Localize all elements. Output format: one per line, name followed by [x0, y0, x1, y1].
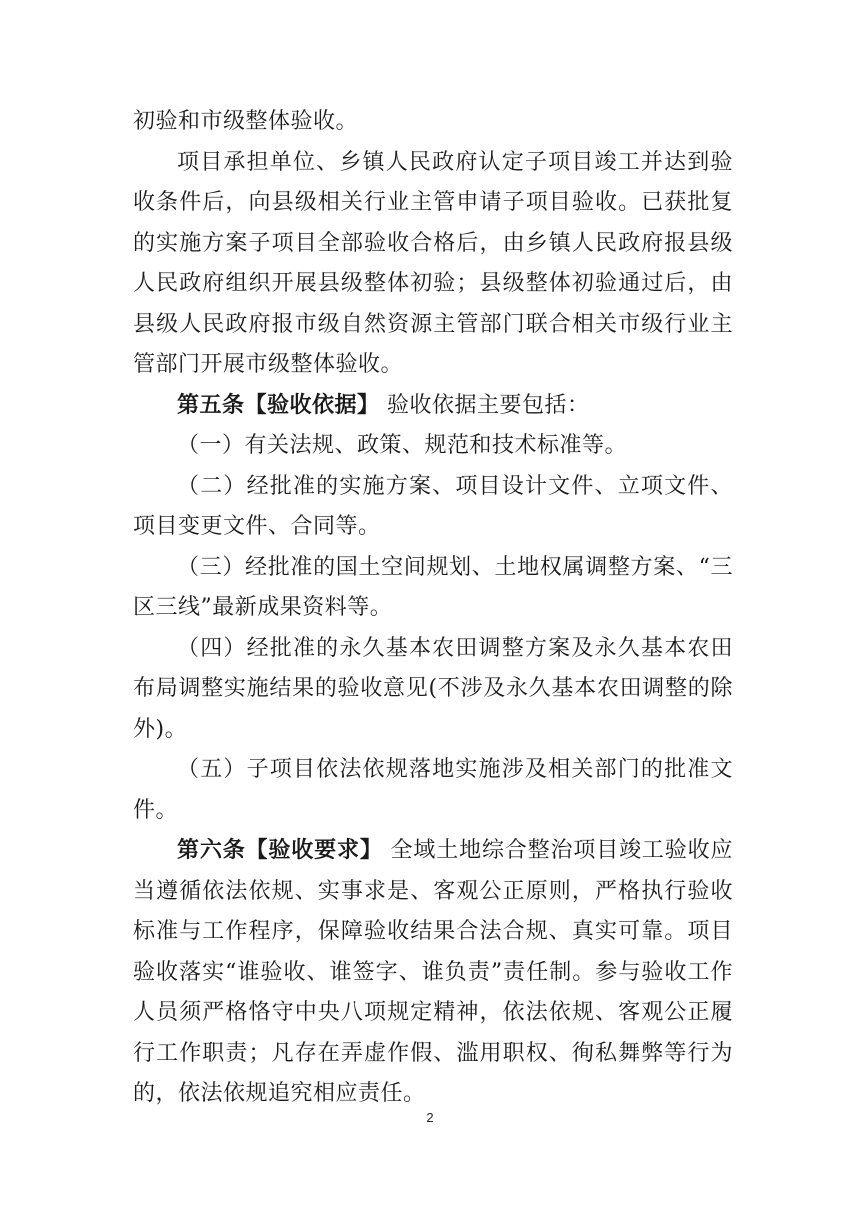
list-item-5: （五）子项目依法依规落地实施涉及相关部门的批准文件。	[133, 757, 733, 823]
document-body	[133, 102, 733, 1115]
list-item-2: （二）经批准的实施方案、项目设计文件、立项文件、项目变更文件、合同等。	[133, 473, 733, 539]
list-item-1: （一）有关法规、政策、规范和技术标准等。	[177, 433, 628, 458]
article-6-paragraph	[133, 831, 733, 1115]
article-6-heading: 第六条【验收要求】	[177, 838, 383, 863]
article-6-text: 全域土地综合整治项目竣工验收应当遵循依法依规、实事求是、客观公正原则，严格执行验收标准与工作程序，保障验收结果合法合规、真实可靠。项目验收落实“谁验收、谁签字、谁负责”责任制。参与验收工作人员须严格恪守中央八项规定精神，依法依规、客观公正履行工作职责；凡存在弄虚作假、滥用职权、徇私舞弊等行为的，依法依规追究相应责任。	[133, 838, 733, 1106]
article-5-text: 验收依据主要包括：	[387, 392, 590, 418]
list-item-3: （三）经批准的国土空间规划、土地权属调整方案、“三区三线”最新成果资料等。	[133, 554, 733, 620]
article-5-heading: 第五条【验收依据】	[177, 392, 380, 418]
paragraph-continuation: 初验和市级整体验收。	[133, 109, 359, 134]
list-item-4: （四）经批准的永久基本农田调整方案及永久基本农田布局调整实施结果的验收意见(不涉及永久基本农田调整的除外)。	[133, 635, 733, 742]
article-5-paragraph	[133, 386, 733, 427]
page-number: 2	[426, 1110, 434, 1125]
paragraph-acceptance-procedure: 项目承担单位、乡镇人民政府认定子项目竣工并达到验收条件后，向县级相关行业主管申请子项目验收。已获批复的实施方案子项目全部验收合格后，由乡镇人民政府报县级人民政府组织开展县级整体初验；县级整体初验通过后，由县级人民政府报市级自然资源主管部门联合相关市级行业主管部门开展市级整体验收。	[133, 149, 733, 377]
